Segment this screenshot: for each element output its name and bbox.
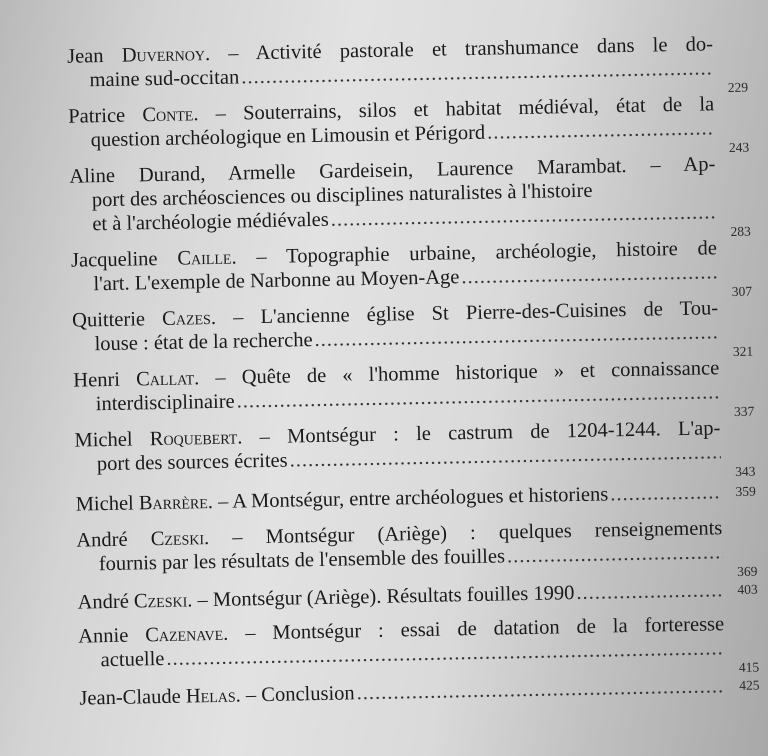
- author-given-name: Jacqueline: [70, 248, 158, 272]
- dot-leader: [576, 578, 724, 605]
- author-surname: Helas: [185, 684, 236, 708]
- toc-entry: [74, 416, 721, 476]
- toc-title: . – Conclusion: [235, 682, 355, 707]
- dot-leader: [487, 116, 715, 144]
- toc-title: . – Quête de « l'homme historique » et connaissance: [193, 357, 720, 390]
- dot-leader: [356, 674, 725, 705]
- page-number: 425: [739, 677, 760, 693]
- author-given-name: Quitterie: [71, 308, 146, 332]
- author-given-name: Michel: [75, 492, 134, 516]
- toc-entry: [67, 32, 714, 92]
- page-number: 415: [738, 659, 760, 675]
- page-number: 359: [735, 483, 756, 499]
- page-number: 403: [737, 581, 758, 597]
- toc-entry-line: [79, 674, 725, 710]
- author-surname: Barrère: [138, 491, 208, 515]
- toc-title: . – Activité pastorale et transhumance dans le do-: [204, 33, 714, 66]
- toc-title: interdisciplinaire: [95, 390, 235, 416]
- author-given-name: Henri: [73, 368, 121, 392]
- toc-title: . – Topographie urbaine, archéologie, histoire de: [231, 237, 718, 269]
- author-surname: Cazenave: [145, 622, 224, 647]
- page-number: 307: [731, 283, 753, 300]
- toc-entry: [77, 578, 723, 614]
- toc-entry-line: [77, 578, 723, 614]
- author-given-name: Michel: [74, 428, 133, 452]
- toc-title: . – A Montségur, entre archéologues et historiens: [207, 483, 609, 514]
- author-given-name: Jean: [66, 45, 104, 68]
- toc-entry: [68, 92, 715, 152]
- page-number: 321: [732, 343, 754, 359]
- author-surname: Conte: [142, 103, 194, 127]
- toc-title: port des sources écrites: [96, 449, 288, 476]
- author-surname: Czeski: [150, 527, 205, 551]
- toc-entry: [78, 612, 725, 672]
- page-number: 337: [733, 403, 755, 419]
- toc-title: question archéologique en Limousin et Périgord: [90, 121, 486, 152]
- author-given-name: Annie: [78, 624, 129, 648]
- author-surname: Roquebert: [149, 426, 238, 451]
- author-surname: Caille: [177, 246, 232, 270]
- page-number: 369: [736, 563, 758, 579]
- page-number: 343: [735, 463, 756, 479]
- author-given-name: André: [77, 590, 130, 614]
- toc-entry: [69, 152, 716, 236]
- author-given-name: Jean-Claude: [79, 685, 181, 710]
- author-given-name: André: [76, 528, 128, 552]
- toc-title: louse : état de la recherche: [94, 329, 313, 356]
- dot-leader: [507, 540, 723, 568]
- toc-entry: [79, 674, 725, 710]
- toc-title: fournis par les résultats de l'ensemble des fouilles: [98, 545, 506, 576]
- toc-title: maine sud-occitan: [89, 66, 240, 92]
- page-number: 229: [727, 79, 749, 96]
- toc-entry: [73, 356, 720, 416]
- page-number: 283: [730, 223, 751, 240]
- author-surname: Czeski: [133, 589, 188, 613]
- toc-title: . – Montségur (Ariège) : quelques renseignements: [203, 517, 723, 550]
- author-surname: Cazes: [161, 307, 212, 330]
- toc-entry: [75, 480, 721, 516]
- author-given-name: Patrice: [68, 104, 126, 128]
- toc-title: . – L'ancienne église St Pierre-des-Cuisines de Tou-: [210, 297, 719, 330]
- author-surname: Callat: [135, 367, 195, 391]
- toc-title: . – Souterrains, silos et habitat médiéval, état de la: [193, 93, 715, 126]
- toc-title: et à l'archéologie médiévales: [92, 208, 329, 236]
- toc-title: . – Montségur : le castrum de 1204-1244. L'ap-: [237, 417, 721, 449]
- toc-title: l'art. L'exemple de Narbonne au Moyen-Age: [93, 266, 460, 296]
- dot-leader: [461, 260, 717, 289]
- toc-entry-line: [75, 480, 721, 516]
- toc-title: actuelle: [100, 647, 165, 672]
- page-number: 243: [728, 139, 750, 156]
- toc-title: port des archéosciences ou disciplines naturalistes à l'histoire: [91, 179, 593, 212]
- toc-entry: [76, 516, 723, 576]
- toc-entry-line: Aline Durand, Armelle Gardeisein, Laurence Marambat. – Ap-: [69, 153, 716, 188]
- toc-title: . – Montségur (Ariège). Résultats fouilles 1990: [187, 582, 575, 612]
- toc-title: . – Montségur : essai de datation de la forteresse: [222, 613, 725, 645]
- toc-entry: [72, 296, 719, 356]
- author-surname: Duvernoy: [121, 43, 206, 67]
- dot-leader: [610, 480, 722, 506]
- toc-entry: [71, 236, 718, 296]
